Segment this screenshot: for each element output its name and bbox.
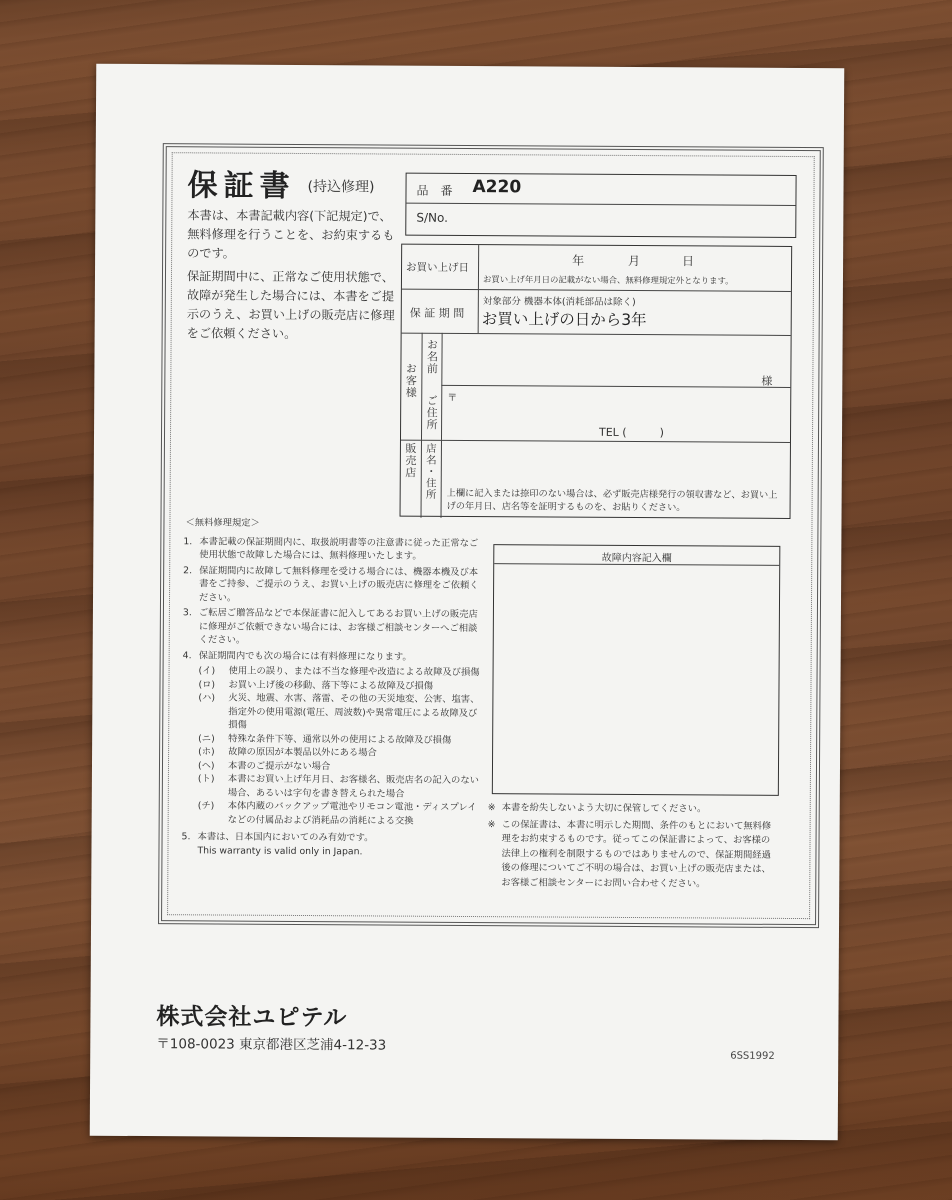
- company-address: 〒108-0023 東京都港区芝浦4-12-33: [156, 1036, 387, 1054]
- customer-name-label: お名前: [425, 338, 439, 375]
- purchase-date-label: お買い上げ日: [406, 261, 470, 275]
- warranty-period-label: 保 証 期 間: [409, 306, 465, 320]
- company-name: 株式会社ユピテル: [156, 1004, 348, 1032]
- rule-item: 3. ご転居ご贈答品などで本保証書に記入してあるお買い上げの販売店に修理がご依頼できない場合には、お客様ご相談センターへご相談ください。: [182, 607, 478, 646]
- rule-sub-item: (イ) 使用上の誤り、または不当な修理や改造による故障及び損傷: [198, 665, 480, 679]
- note-item: ※ 本書を紛失しないよう大切に保管してください。: [487, 802, 707, 815]
- warranty-form-table: [400, 244, 793, 519]
- warranty-target: 対象部分 機器本体(消耗部品は除く): [482, 296, 636, 309]
- intro-text: [187, 206, 398, 348]
- rule-item: 2. 保証期間内に故障して無料修理を受ける場合には、機器本機及び本書をご持参、ご提示のうえ、お買い上げの販売店に修理をご依頼ください。: [183, 564, 479, 604]
- intro-paragraph: 本書は、本書記載内容(下記規定)で、無料修理を行うことを、お約束するものです。: [187, 208, 395, 261]
- rule-sub-item: (ハ) 火災、地震、水害、落雷、その他の天災地変、公害、塩害、指定外の使用電源(電圧、周波数)や異常電圧による故障及び損傷: [198, 692, 480, 731]
- document-code: 6SS1992: [730, 1050, 775, 1062]
- product-number-label: 品 番: [416, 183, 453, 198]
- page-subtitle: (持込修理): [307, 179, 375, 196]
- rule-sub-item: (ロ) お買い上げ後の移動、落下等による故障及び損傷: [198, 678, 434, 692]
- customer-group-label: お客様: [404, 362, 418, 399]
- product-box: [405, 173, 796, 238]
- warranty-card: [90, 64, 845, 1141]
- notes: [487, 801, 778, 894]
- intro-paragraph: 保証期間中に、正常なご使用状態で、故障が発生した場合には、本書をご提示のうえ、お買い上げの販売店に修理をご依頼ください。: [186, 269, 395, 341]
- customer-name-suffix: 様: [761, 374, 773, 388]
- rule-sub-item: (ヘ) 本書のご提示がない場合: [197, 759, 331, 772]
- free-repair-rules: [181, 516, 483, 861]
- rule-sub-item: (ト) 本書にお買い上げ年月日、お客様名、販売店名の記入のない場合、あるいは字句を書き替えられた場合: [197, 773, 479, 800]
- dealer-note: 上欄に記入または捺印のない場合は、必ず販売店様発行の領収書など、お買い上げの年月日、店名等を証明するものを、お貼りください。: [446, 487, 778, 514]
- rules-heading: ＜無料修理規定＞: [185, 517, 260, 529]
- purchase-day: 日: [682, 254, 695, 269]
- purchase-year: 年: [572, 253, 585, 268]
- purchase-month: 月: [628, 253, 641, 269]
- serial-number-label: S/No.: [416, 210, 448, 225]
- rule-sub-item: (チ) 本体内蔵のバックアップ電池やリモコン電池・ディスプレイなどの付属品および消耗品の消耗による交換: [197, 800, 477, 827]
- telephone-label: TEL ( ): [598, 425, 664, 440]
- note-item: ※ この保証書は、本書に明示した期間、条件のもとにおいて無料修理をお約束するものです。従ってこの保証書によって、お客様の法律上の権利を制限するものではありませんので、保証期間経過後の修理についてご不明の場合は、お買い上げの販売店または、お客様ご相談センターにお問い合わせください。: [487, 818, 772, 889]
- postal-mark: 〒: [447, 392, 458, 404]
- failure-description-label: 故障内容記入欄: [601, 552, 672, 565]
- dealer-name-address-label: 店名・住所: [424, 442, 437, 501]
- failure-description-box: [492, 544, 781, 796]
- customer-address-label: ご住所: [425, 394, 439, 431]
- product-number-value: A220: [472, 177, 522, 198]
- dealer-group-label: 販売店: [403, 442, 417, 479]
- rule-item: 5. 本書は、日本国内においてのみ有効です。 This warranty is valid only in Japan.: [181, 831, 374, 857]
- rule-sub-item: (ホ) 故障の原因が本製品以外にある場合: [198, 746, 377, 759]
- rule-item: 4. 保証期間内でも次の場合には有料修理になります。: [182, 649, 412, 663]
- warranty-period-value: お買い上げの日から3年: [481, 310, 647, 330]
- page-title: 保証書: [187, 168, 296, 204]
- rule-sub-item: (ニ) 特殊な条件下等、通常以外の使用による故障及び損傷: [198, 732, 452, 746]
- purchase-date-note: お買い上げ年月日の記載がない場合、無料修理規定外となります。: [482, 274, 734, 286]
- rule-item: 1. 本書記載の保証期間内に、取扱説明書等の注意書に従った正常なご使用状態で故障した場合には、無料修理いたします。: [183, 535, 479, 562]
